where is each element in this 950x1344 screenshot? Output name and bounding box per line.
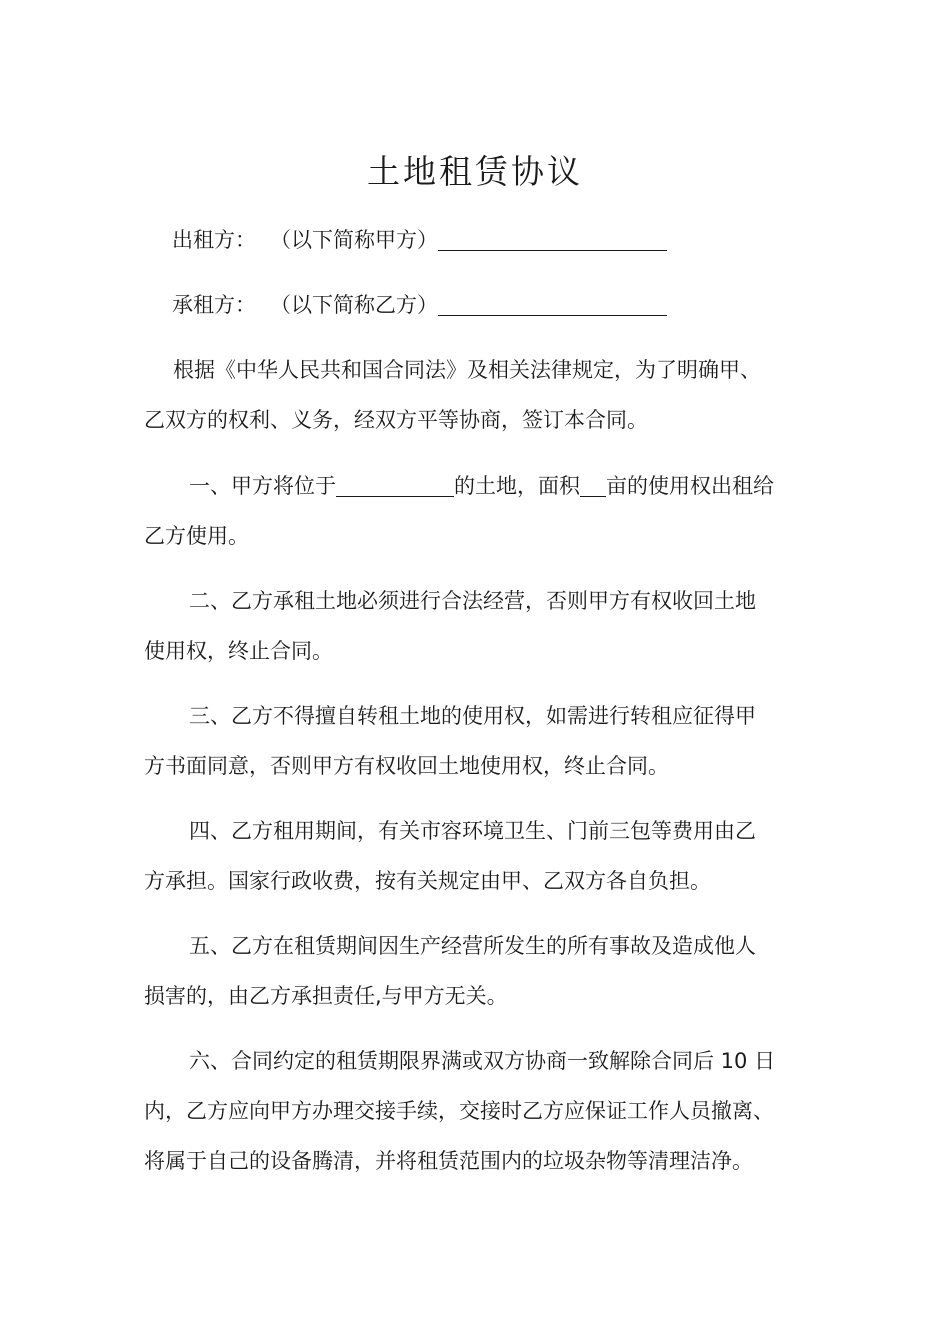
land-location-blank[interactable] [336, 470, 454, 497]
lessor-note: （以下简称甲方） [270, 228, 438, 252]
clause-2-line-1: 二、乙方承租土地必须进行合法经营，否则甲方有权收回土地 [189, 589, 756, 613]
clause-6-line-1: 六、合同约定的租赁期限界满或双方协商一致解除合同后 10 日 [189, 1049, 776, 1073]
preamble-line-2: 乙双方的权利、义务，经双方平等协商，签订本合同。 [144, 408, 648, 432]
clause-5-line-2: 损害的，由乙方承担责任,与甲方无关。 [144, 984, 508, 1008]
clause-6-line-3: 将属于自己的设备腾清，并将租赁范围内的垃圾杂物等清理洁净。 [144, 1149, 753, 1173]
lessee-label: 承租方： [172, 293, 256, 317]
land-area-blank[interactable] [580, 470, 606, 497]
clause-1-paragraph [144, 461, 809, 561]
document-title: 土地租赁协议 [367, 152, 583, 191]
clause-3-paragraph [144, 691, 809, 791]
clause-5-paragraph [144, 921, 809, 1021]
clause-5-line-1: 五、乙方在租赁期间因生产经营所发生的所有事故及造成他人 [189, 934, 756, 958]
lessee-note: （以下简称乙方） [270, 293, 438, 317]
clause-1-part-3: 亩的使用权出租给 [606, 474, 774, 498]
clause-3-line-2: 方书面同意，否则甲方有权收回土地使用权，终止合同。 [144, 754, 669, 778]
clause-6-paragraph [144, 1036, 809, 1186]
clause-2-paragraph [144, 576, 809, 676]
clause-2-line-2: 使用权，终止合同。 [144, 639, 333, 663]
clause-3-line-1: 三、乙方不得擅自转租土地的使用权，如需进行转租应征得甲 [189, 704, 756, 728]
clause-4-line-1: 四、乙方租用期间，有关市容环境卫生、门前三包等费用由乙 [189, 819, 756, 843]
preamble-paragraph [144, 345, 809, 445]
preamble-line-1: 根据《中华人民共和国合同法》及相关法律规定，为了明确甲、 [173, 358, 761, 382]
clause-6-line-2: 内，乙方应向甲方办理交接手续，交接时乙方应保证工作人员撤离、 [144, 1099, 774, 1123]
clause-4-paragraph [144, 806, 809, 906]
lessee-name-blank[interactable] [438, 289, 667, 316]
clause-1-part-1: 一、甲方将位于 [189, 474, 336, 498]
clause-4-line-2: 方承担。国家行政收费，按有关规定由甲、乙双方各自负担。 [144, 869, 711, 893]
lessee-line [172, 280, 837, 330]
clause-1-line-1 [144, 461, 809, 511]
clause-1-line-2: 乙方使用。 [144, 524, 249, 548]
lessor-name-blank[interactable] [438, 224, 667, 251]
lessor-line [172, 215, 837, 265]
clause-1-part-2: 的土地，面积 [454, 474, 580, 498]
lessor-label: 出租方： [172, 228, 256, 252]
